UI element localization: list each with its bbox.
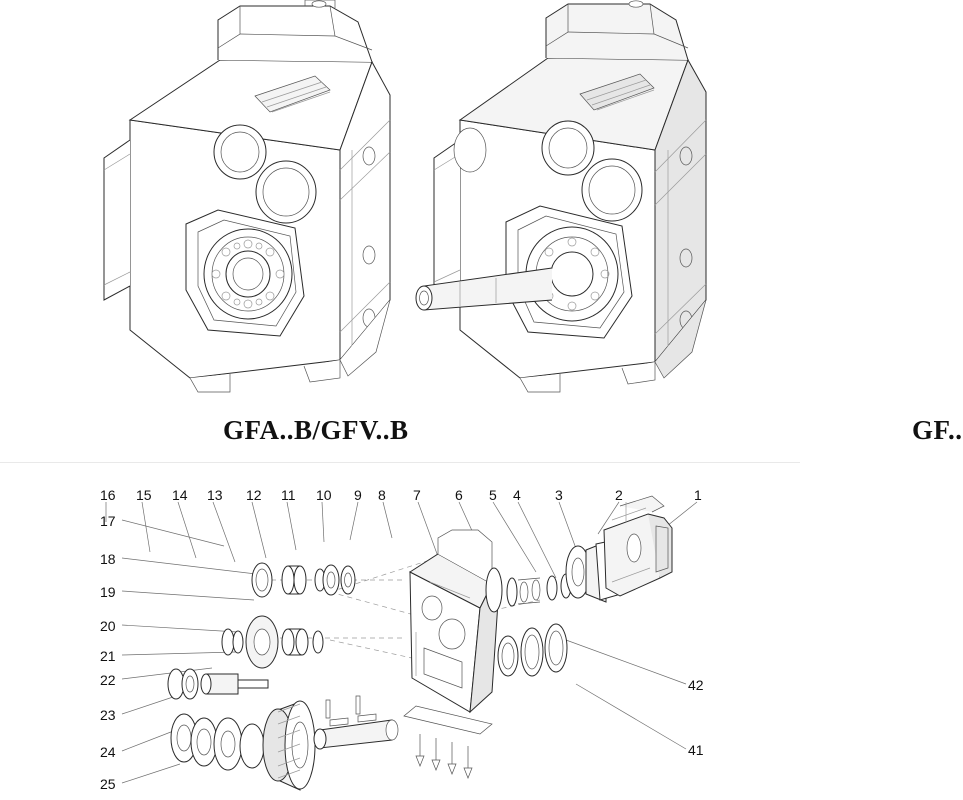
callout-16: 16 bbox=[100, 487, 116, 503]
callout-12: 12 bbox=[246, 487, 262, 503]
callout-42: 42 bbox=[688, 677, 704, 693]
callout-4: 4 bbox=[513, 487, 521, 503]
callout-14: 14 bbox=[172, 487, 188, 503]
model-caption-right: GF.. bbox=[912, 415, 963, 445]
callout-1: 1 bbox=[694, 487, 702, 503]
callout-13: 13 bbox=[207, 487, 223, 503]
callout-23: 23 bbox=[100, 707, 116, 723]
callout-25: 25 bbox=[100, 776, 116, 792]
exploded-diagram-graphic bbox=[0, 462, 800, 800]
callout-20: 20 bbox=[100, 618, 116, 634]
model-caption-left: GFA..B/GFV..B bbox=[223, 415, 409, 445]
callout-10: 10 bbox=[316, 487, 332, 503]
callout-17: 17 bbox=[100, 513, 116, 529]
callout-24: 24 bbox=[100, 744, 116, 760]
gearbox-drawing-right bbox=[400, 0, 963, 445]
exploded-parts-diagram bbox=[0, 462, 800, 800]
callout-41: 41 bbox=[688, 742, 704, 758]
callout-5: 5 bbox=[489, 487, 497, 503]
callout-7: 7 bbox=[413, 487, 421, 503]
callout-21: 21 bbox=[100, 648, 116, 664]
gearbox-isometric-outline-icon bbox=[90, 0, 420, 400]
callout-19: 19 bbox=[100, 584, 116, 600]
section-divider bbox=[0, 462, 800, 463]
gearbox-drawing-left bbox=[90, 0, 420, 445]
callout-11: 11 bbox=[281, 487, 296, 503]
callout-2: 2 bbox=[615, 487, 623, 503]
callout-18: 18 bbox=[100, 551, 116, 567]
gearbox-isometric-shaded-icon bbox=[400, 0, 730, 400]
callout-8: 8 bbox=[378, 487, 386, 503]
callout-9: 9 bbox=[354, 487, 362, 503]
callout-15: 15 bbox=[136, 487, 152, 503]
callout-3: 3 bbox=[555, 487, 563, 503]
callout-22: 22 bbox=[100, 672, 116, 688]
callout-6: 6 bbox=[455, 487, 463, 503]
